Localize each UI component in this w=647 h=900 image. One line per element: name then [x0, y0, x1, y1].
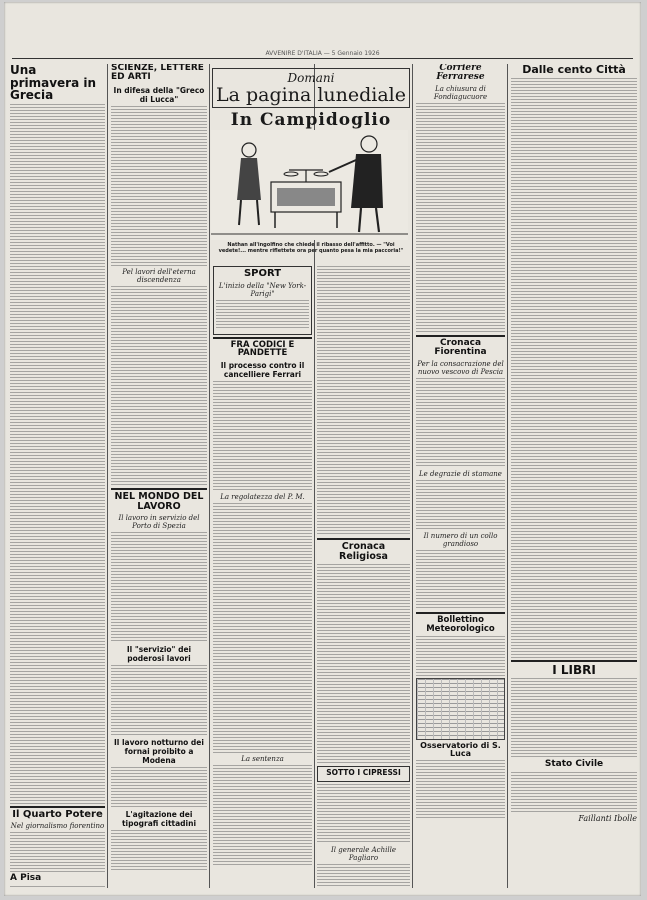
headline: La pagina lunediale	[216, 84, 406, 106]
divider	[416, 335, 505, 337]
article-subtitle: Il generale Achille Pagliaro	[331, 845, 396, 862]
column-rule	[107, 64, 108, 888]
body-text	[111, 767, 207, 807]
body-text	[213, 503, 312, 753]
body-text	[511, 678, 637, 758]
body-text	[111, 830, 207, 870]
body-text	[10, 104, 105, 804]
section-title: FRA CODICI E PANDETTE	[230, 339, 295, 359]
article-subtitle: Il lavoro notturno dei fornai proibito a Modena	[114, 737, 204, 765]
body-text	[111, 665, 207, 735]
divider	[111, 488, 207, 490]
column-rule	[507, 64, 508, 888]
masthead-meta: AVVENIRE D'ITALIA — 5 Gennaio 1926	[265, 50, 380, 57]
body-text	[216, 300, 309, 330]
masthead-rule	[12, 58, 633, 59]
section-title: Il Quarto Potere	[12, 808, 103, 820]
section-title: Corriere Ferrarese	[436, 64, 485, 83]
section-title: Dalle cento Città	[522, 64, 626, 76]
domani-label: Domani	[287, 71, 335, 85]
article-subtitle: Il lavoro in servizio del Porto di Spezia	[118, 513, 200, 530]
article-subtitle: La sentenza	[241, 755, 284, 764]
center-banner	[212, 66, 410, 130]
section-title: SCIENZE, LETTERE ED ARTI	[111, 64, 204, 83]
banner-title: In Campidoglio	[230, 110, 392, 130]
section-title: Cronaca Religiosa	[339, 541, 388, 562]
section-title: SOTTO I CIPRESSI	[326, 767, 401, 777]
article-subtitle: Le degrazie di stamane	[419, 469, 502, 478]
body-text	[416, 378, 505, 468]
section-title: Bollettino Meteorologico	[426, 614, 495, 634]
body-text	[416, 103, 505, 333]
body-text	[111, 106, 207, 266]
article-subtitle: La regolatezza del P. M.	[220, 493, 305, 502]
body-text	[111, 532, 207, 642]
divider	[416, 612, 505, 614]
article-subtitle: La chiusura di Fondiagucuore	[433, 84, 488, 101]
column-6	[511, 64, 637, 888]
section-title: SPORT	[243, 268, 282, 279]
body-text	[213, 765, 312, 865]
section-title: I LIBRI	[552, 662, 596, 677]
body-text	[111, 286, 207, 486]
divider	[10, 806, 105, 808]
column-rule	[412, 64, 413, 888]
footer-heading: A Pisa	[10, 873, 42, 884]
divider	[511, 660, 637, 662]
body-text	[416, 760, 505, 820]
body-text	[317, 564, 410, 764]
body-text	[416, 550, 505, 610]
sotto-box	[317, 766, 410, 782]
masthead	[4, 2, 641, 62]
article-subtitle: In difesa della "Greco di Lucca"	[113, 85, 205, 104]
body-text	[10, 886, 105, 888]
column-5	[416, 64, 505, 888]
article-subtitle: Il numero di un collo grandioso	[423, 531, 498, 548]
article-subtitle: L'agitazione dei tipografi cittadini	[121, 809, 197, 828]
body-text	[416, 480, 505, 530]
cartoon-caption: Nathan all'ingolfino che chiede il ribasso dell'affitto. — "Voi vedete!... mentre riflettete ora per quanto pesa la mia paccoria!"	[218, 242, 404, 254]
handwritten-signature: Faillanti Ibolle	[578, 813, 637, 823]
article-subtitle: Pel lavori dell'eterna discendenza	[122, 267, 196, 284]
body-text	[317, 864, 410, 888]
article-subtitle: L'inizio della "New York-Parigi"	[218, 281, 307, 298]
section-title: Stato Civile	[544, 759, 604, 770]
cartoon-illustration	[211, 130, 408, 240]
column-2	[111, 64, 207, 888]
column-4	[317, 264, 410, 888]
sport-box	[213, 266, 312, 335]
section-title: NEL MONDO DEL LAVORO	[114, 490, 204, 512]
article-subtitle: Il "servizio" dei poderosi lavori	[126, 644, 192, 663]
column-1	[10, 64, 105, 888]
divider	[317, 538, 410, 540]
column-rule	[209, 64, 210, 888]
body-text	[10, 832, 105, 872]
article-subtitle: Per la consacrazione del nuovo vescovo di Pescia	[417, 359, 504, 376]
weather-table	[416, 678, 505, 740]
article-subtitle: Il processo contro il cancelliere Ferrari	[220, 361, 305, 380]
article-title: Una primavera in Grecia	[10, 64, 97, 103]
section-subtitle: Nel giornalismo fiorentino	[10, 822, 105, 831]
body-text	[213, 381, 312, 491]
section-title: Cronaca Fiorentina	[434, 337, 487, 358]
body-text	[511, 78, 637, 658]
newspaper-page	[4, 2, 641, 896]
section-title: Osservatorio di S. Luca	[420, 740, 501, 758]
divider	[213, 337, 312, 339]
column-3	[213, 264, 312, 888]
domani-box	[212, 68, 410, 108]
body-text	[317, 266, 410, 536]
body-text	[511, 772, 637, 812]
body-text	[416, 636, 505, 676]
body-text	[317, 784, 410, 844]
